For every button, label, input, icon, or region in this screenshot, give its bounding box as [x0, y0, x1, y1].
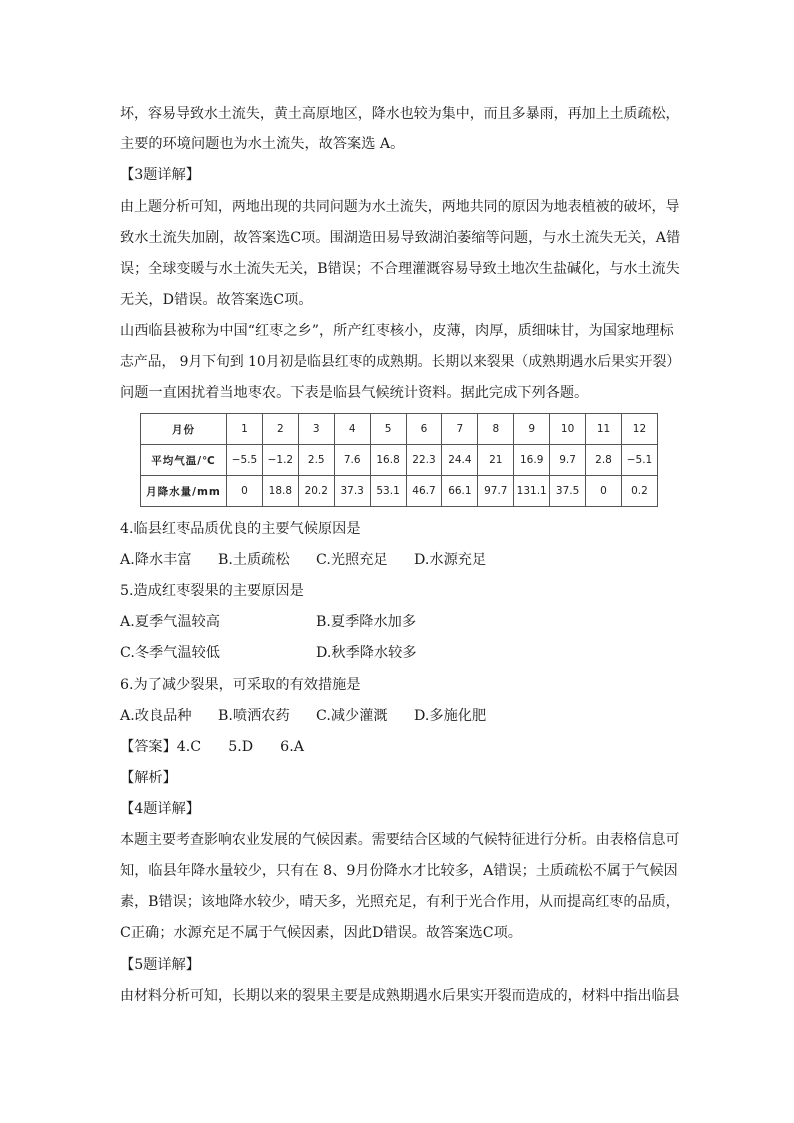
- table-cell: 131.1: [514, 476, 550, 507]
- table-month: 9: [514, 414, 550, 445]
- question-5: 5.造成红枣裂果的主要原因是: [120, 583, 304, 599]
- table-cell: 24.4: [442, 445, 478, 476]
- table-row-label: 平均气温/℃: [141, 445, 227, 476]
- q4-option-a: A.降水丰富: [120, 552, 192, 568]
- table-header-label: 月份: [141, 414, 227, 445]
- text-line: 误；全球变暖与水土流失无关，B错误；不合理灌溉容易导致土地次生盐碱化，与水土流失: [120, 261, 680, 277]
- text-line: 致水土流失加剧，故答案选C项。围湖造田易导致湖泊萎缩等问题，与水土流失无关，A错: [120, 230, 681, 246]
- question-4: 4.临县红枣品质优良的主要气候原因是: [120, 521, 361, 537]
- table-cell: 21: [478, 445, 514, 476]
- q5-option-d: D.秋季降水较多: [316, 645, 417, 661]
- q5-option-b: B.夏季降水加多: [316, 614, 417, 630]
- q4-option-c: C.光照充足: [316, 552, 388, 568]
- section-heading: 【3题详解】: [120, 167, 200, 183]
- table-cell: 37.3: [334, 476, 370, 507]
- table-cell: −1.2: [262, 445, 298, 476]
- table-cell: 20.2: [298, 476, 334, 507]
- table-cell: 0: [227, 476, 263, 507]
- text-line: 山西临县被称为中国“红枣之乡”，所产红枣核小，皮薄，肉厚，质细味甘，为国家地理标: [120, 323, 674, 339]
- text-line: 本题主要考查影响农业发展的气候因素。需要结合区域的气候特征进行分析。由表格信息可: [120, 832, 680, 848]
- q6-option-c: C.减少灌溉: [316, 708, 388, 724]
- table-cell: 97.7: [478, 476, 514, 507]
- q4-option-b: B.土质疏松: [218, 552, 290, 568]
- text-line: C正确；水源充足不属于气候因素，因此D错误。故答案选C项。: [120, 925, 522, 941]
- table-month: 4: [334, 414, 370, 445]
- q6-option-d: D.多施化肥: [414, 708, 487, 724]
- table-cell: 0: [586, 476, 622, 507]
- q5-option-a: A.夏季气温较高: [120, 614, 220, 630]
- question-6: 6.为了减少裂果，可采取的有效措施是: [120, 677, 361, 693]
- table-month: 8: [478, 414, 514, 445]
- section-heading: 【5题详解】: [120, 957, 200, 973]
- table-cell: 2.5: [298, 445, 334, 476]
- table-cell: −5.5: [227, 445, 263, 476]
- text-line: 问题一直困扰着当地枣农。下表是临县气候统计资料。据此完成下列各题。: [120, 385, 589, 401]
- q6-option-a: A.改良品种: [120, 708, 192, 724]
- table-row: [141, 445, 658, 476]
- q5-option-c: C.冬季气温较低: [120, 645, 220, 661]
- section-heading: 【4题详解】: [120, 801, 200, 817]
- table-row-label: 月降水量/mm: [141, 476, 227, 507]
- q4-option-d: D.水源充足: [414, 552, 487, 568]
- table-cell: 22.3: [406, 445, 442, 476]
- table-month: 7: [442, 414, 478, 445]
- text-line: 志产品， 9月下旬到 10月初是临县红枣的成熟期。长期以来裂果（成熟期遇水后果实开裂）: [120, 354, 681, 370]
- answer-line: 【答案】4.C 5.D 6.A: [120, 739, 304, 755]
- table-cell: 7.6: [334, 445, 370, 476]
- table-row: [141, 476, 658, 507]
- table-cell: 46.7: [406, 476, 442, 507]
- table-header-row: [141, 414, 658, 445]
- table-cell: 37.5: [550, 476, 586, 507]
- analysis-heading: 【解析】: [120, 770, 177, 786]
- table-cell: 2.8: [586, 445, 622, 476]
- text-line: 由上题分析可知，两地出现的共同问题为水土流失，两地共同的原因为地表植被的破坏，导: [120, 199, 680, 215]
- q6-option-b: B.喷洒农药: [218, 708, 290, 724]
- text-line: 知，临县年降水量较少，只有在 8、9月份降水才比较多，A错误；土质疏松不属于气候因: [120, 863, 678, 879]
- table-month: 6: [406, 414, 442, 445]
- climate-table: [140, 413, 658, 507]
- table-month: 10: [550, 414, 586, 445]
- table-cell: 66.1: [442, 476, 478, 507]
- table-month: 2: [262, 414, 298, 445]
- table-cell: 16.9: [514, 445, 550, 476]
- text-line: 由材料分析可知，长期以来的裂果主要是成熟期遇水后果实开裂而造成的，材料中指出临县: [120, 988, 680, 1004]
- table-month: 5: [370, 414, 406, 445]
- text-line: 主要的环境问题也为水土流失，故答案选 A。: [120, 136, 405, 152]
- table-cell: 9.7: [550, 445, 586, 476]
- table-month: 12: [621, 414, 657, 445]
- text-line: 坏，容易导致水土流失，黄土高原地区，降水也较为集中，而且多暴雨，再加上土质疏松，: [120, 106, 680, 122]
- table-month: 1: [227, 414, 263, 445]
- table-cell: −5.1: [621, 445, 657, 476]
- text-line: 素，B错误；该地降水较少，晴天多，光照充足，有利于光合作用，从而提高红枣的品质，: [120, 894, 680, 910]
- text-line: 无关，D错误。故答案选C项。: [120, 292, 313, 308]
- table-cell: 16.8: [370, 445, 406, 476]
- table-cell: 18.8: [262, 476, 298, 507]
- table-cell: 53.1: [370, 476, 406, 507]
- table-month: 11: [586, 414, 622, 445]
- table-cell: 0.2: [621, 476, 657, 507]
- table-month: 3: [298, 414, 334, 445]
